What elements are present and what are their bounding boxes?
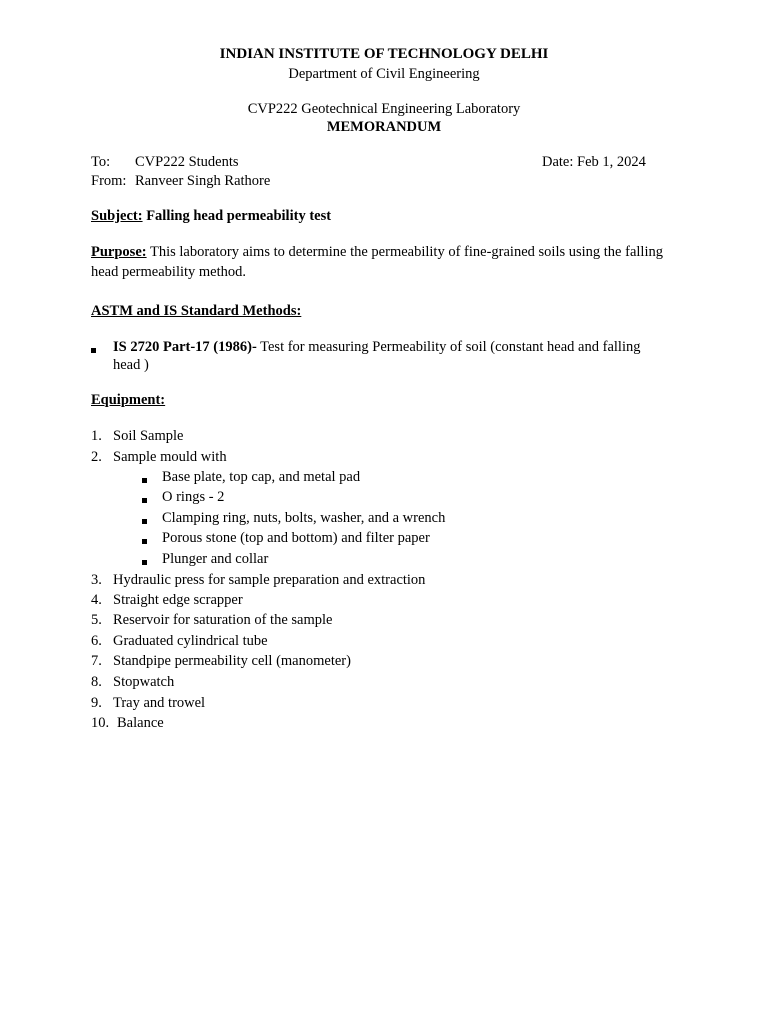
list-item-text: Standpipe permeability cell (manometer) xyxy=(113,653,351,669)
square-bullet-icon xyxy=(142,478,147,483)
list-item-number: 2. xyxy=(91,449,102,465)
list-item xyxy=(91,450,227,465)
list-item-number: 7. xyxy=(91,653,102,669)
subject-line xyxy=(91,209,331,224)
list-item-number: 9. xyxy=(91,695,102,711)
square-bullet-icon xyxy=(91,348,96,353)
department-name: Department of Civil Engineering xyxy=(288,66,480,82)
list-item xyxy=(91,429,184,444)
standard-code: IS 2720 Part-17 (1986)- xyxy=(113,339,257,355)
sub-list-item: Porous stone (top and bottom) and filter paper xyxy=(162,530,430,546)
sub-bullet xyxy=(142,554,147,569)
list-item-text: Tray and trowel xyxy=(113,695,206,711)
from-label: From: xyxy=(91,173,127,189)
list-item-text: Hydraulic press for sample preparation and extraction xyxy=(113,572,426,588)
list-item-text: Soil Sample xyxy=(113,428,184,444)
standard-description-2: head ) xyxy=(113,357,149,373)
standards-bullet xyxy=(91,342,96,357)
list-item-text: Balance xyxy=(117,715,164,731)
list-item-text: Graduated cylindrical tube xyxy=(113,633,268,649)
list-item xyxy=(91,593,243,608)
list-item-number: 5. xyxy=(91,612,102,628)
purpose-text-2: head permeability method. xyxy=(91,264,247,280)
list-item-number: 1. xyxy=(91,428,102,444)
from-value: Ranveer Singh Rathore xyxy=(135,173,271,189)
sub-list-item: O rings - 2 xyxy=(162,489,225,505)
course-title: CVP222 Geotechnical Engineering Laboratory xyxy=(247,101,521,117)
purpose-line-1 xyxy=(91,245,663,260)
square-bullet-icon xyxy=(142,519,147,524)
list-item xyxy=(91,613,332,628)
list-item xyxy=(91,696,205,711)
purpose-label: Purpose: xyxy=(91,244,147,260)
standards-item-line-1 xyxy=(113,340,640,355)
square-bullet-icon xyxy=(142,498,147,503)
square-bullet-icon xyxy=(142,560,147,565)
subject-label: Subject: xyxy=(91,208,143,224)
square-bullet-icon xyxy=(142,539,147,544)
list-item-number: 3. xyxy=(91,572,102,588)
list-item xyxy=(91,573,425,588)
to-value: CVP222 Students xyxy=(135,154,239,170)
sub-list-item: Clamping ring, nuts, bolts, washer, and a wrench xyxy=(162,510,446,526)
list-item-text: Sample mould with xyxy=(113,449,227,465)
to-label: To: xyxy=(91,154,111,170)
sub-bullet xyxy=(142,533,147,548)
sub-bullet xyxy=(142,513,147,528)
equipment-heading: Equipment: xyxy=(91,392,166,408)
standards-heading: ASTM and IS Standard Methods: xyxy=(91,303,302,319)
memo-date: Date: Feb 1, 2024 xyxy=(542,154,646,170)
subject-text: Falling head permeability test xyxy=(146,208,332,224)
document-type: MEMORANDUM xyxy=(326,119,442,135)
sub-list-item: Base plate, top cap, and metal pad xyxy=(162,469,361,485)
sub-list-item: Plunger and collar xyxy=(162,551,269,567)
list-item xyxy=(91,634,268,649)
list-item xyxy=(91,716,164,731)
list-item-text: Stopwatch xyxy=(113,674,175,690)
list-item-text: Reservoir for saturation of the sample xyxy=(113,612,333,628)
list-item xyxy=(91,654,351,669)
list-item-number: 6. xyxy=(91,633,102,649)
list-item-number: 8. xyxy=(91,674,102,690)
list-item-text: Straight edge scrapper xyxy=(113,592,243,608)
purpose-text-1: This laboratory aims to determine the permeability of fine-grained soils using the falling xyxy=(149,244,663,260)
list-item-number: 4. xyxy=(91,592,102,608)
sub-bullet xyxy=(142,472,147,487)
standard-description-1: Test for measuring Permeability of soil (constant head and falling xyxy=(260,339,641,355)
institute-name: INDIAN INSTITUTE OF TECHNOLOGY DELHI xyxy=(219,46,549,62)
sub-bullet xyxy=(142,492,147,507)
list-item xyxy=(91,675,174,690)
list-item-number: 10. xyxy=(91,715,110,731)
